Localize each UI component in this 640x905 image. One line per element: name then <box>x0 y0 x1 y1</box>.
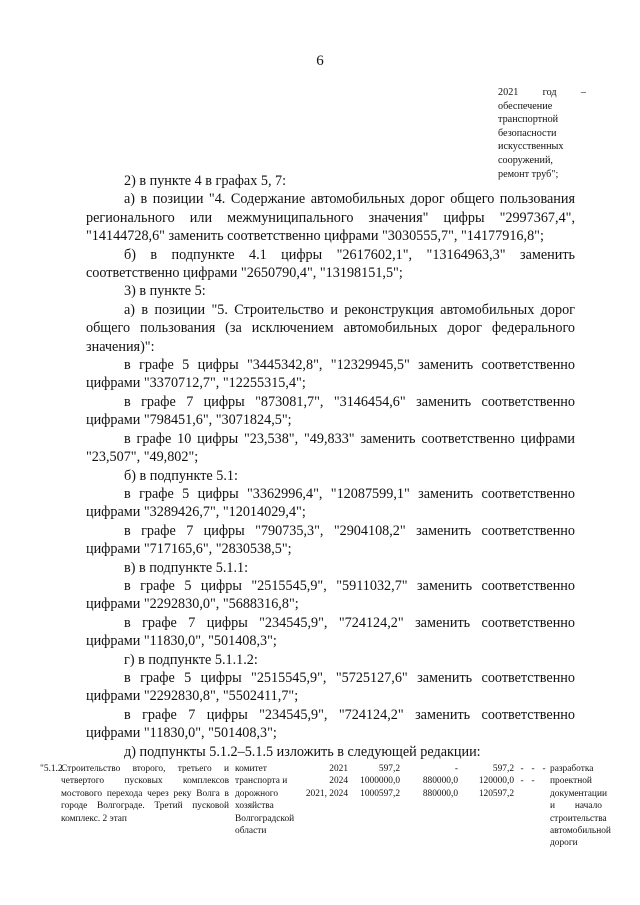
dash-column <box>540 763 548 775</box>
paragraph: а) в позиции "5. Строительство и реконструкция автомобильных дорог общего пользования (за исключением автомобильных дорог федерального значения)": <box>86 301 575 355</box>
paragraph: д) подпункты 5.1.2–5.1.5 изложить в следующей редакции: <box>124 743 481 760</box>
total-cell: 1000597,2 <box>360 788 400 799</box>
year-cell: 2021, 2024 <box>305 788 348 799</box>
paragraph: в графе 10 цифры "23,538", "49,833" заменить соответственно цифрами "23,507", "49,802"; <box>86 430 575 466</box>
year-cell: 2024 <box>329 776 348 787</box>
main-text <box>86 172 575 761</box>
paragraph: в графе 5 цифры "2515545,9", "5911032,7" заменить соответственно цифрами "2292830,0", "5688316,8"; <box>86 577 575 613</box>
paragraph: б) в подпункте 4.1 цифры "2617602,1", "13164963,3" заменить соответственно цифрами "2650790,4", "13198151,5"; <box>86 246 575 282</box>
paragraph: в графе 7 цифры "234545,9", "724124,2" заменить соответственно цифрами "11830,0", "501408,3"; <box>86 614 575 650</box>
total-cell: 1000000,0 <box>360 776 400 787</box>
federal-cell: 880000,0 <box>422 776 458 787</box>
dash-column <box>529 763 537 788</box>
side-note: 2021 год – обеспечение транспортной безопасности искусственных сооружений, ремонт труб"; <box>498 87 586 180</box>
years-column <box>298 763 348 800</box>
paragraph: 2) в пункте 4 в графах 5, 7: <box>124 173 287 189</box>
paragraph: в графе 5 цифры "2515545,9", "5725127,6" заменить соответственно цифрами "2292830,8", "5502411,7"; <box>86 669 575 705</box>
paragraph: а) в позиции "4. Содержание автомобильных дорог общего пользования регионального или межмуниципального значения" цифры "2997367,4", "14144728,6" заменить соответственно цифрами "3030555,7", "14177916,8"; <box>86 191 575 245</box>
year-cell: 2021 <box>329 764 348 774</box>
regional-cell: 120597,2 <box>478 788 514 799</box>
dash-cell: - <box>520 776 524 787</box>
paragraph: в графе 7 цифры "790735,3", "2904108,2" заменить соответственно цифрами "717165,6", "2830538,5"; <box>86 522 575 558</box>
project-name: Строительство второго, третьего и четвертого пусковых комплексов мостового перехода через реку Волга в городе Волгограде. Третий пусковой комплекс. 2 этап <box>61 764 229 824</box>
total-cell: 597,2 <box>378 764 400 774</box>
regional-cell: 597,2 <box>492 764 514 774</box>
federal-cell: 880000,0 <box>422 788 458 799</box>
paragraph: в графе 5 цифры "3362996,4", "12087599,1" заменить соответственно цифрами "3289426,7", "12014029,4"; <box>86 485 575 521</box>
total-column <box>344 763 400 800</box>
dash-cell: - <box>542 764 546 774</box>
page-number: 6 <box>316 53 324 69</box>
dash-cell: - <box>531 764 535 774</box>
paragraph: в) в подпункте 5.1.1: <box>124 559 249 576</box>
regional-column <box>460 763 514 800</box>
dash-cell: - <box>520 764 524 774</box>
dash-column <box>518 763 526 788</box>
row-number: "5.1.2. <box>40 764 65 774</box>
paragraph: в графе 7 цифры "873081,7", "3146454,6" заменить соответственно цифрами "798451,6", "3071824,5"; <box>86 393 575 429</box>
federal-cell: - <box>454 764 458 774</box>
expected-result: разработка проектной документации и начало строительства автомобильной дороги <box>550 764 611 849</box>
paragraph: г) в подпункте 5.1.1.2: <box>124 651 258 668</box>
regional-cell: 120000,0 <box>478 776 514 787</box>
dash-cell: - <box>531 776 535 787</box>
paragraph: в графе 7 цифры "234545,9", "724124,2" заменить соответственно цифрами "11830,0", "501408,3"; <box>86 706 575 742</box>
executor: комитет транспорта и дорожного хозяйства Волгоградской области <box>235 764 295 837</box>
paragraph: б) в подпункте 5.1: <box>124 467 238 484</box>
paragraph: в графе 5 цифры "3445342,8", "12329945,5" заменить соответственно цифрами "3370712,7", "12255315,4"; <box>86 357 575 392</box>
paragraph: 3) в пункте 5: <box>124 283 206 300</box>
federal-column <box>402 763 458 800</box>
